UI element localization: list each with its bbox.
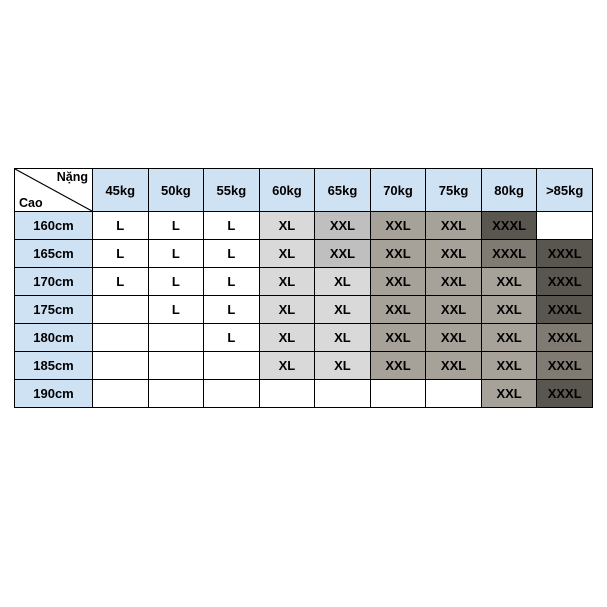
cell-190cm-60kg bbox=[259, 380, 315, 408]
cell-190cm-45kg bbox=[93, 380, 149, 408]
cell-180cm-70kg: XXL bbox=[370, 324, 426, 352]
cell-175cm-45kg bbox=[93, 296, 149, 324]
height-header-165cm: 165cm bbox=[15, 240, 93, 268]
height-header-170cm: 170cm bbox=[15, 268, 93, 296]
weight-header-50kg: 50kg bbox=[148, 169, 204, 212]
cell-165cm-45kg: L bbox=[93, 240, 149, 268]
cell-165cm-50kg: L bbox=[148, 240, 204, 268]
cell-190cm-55kg bbox=[204, 380, 260, 408]
cell-160cm-85kg bbox=[537, 212, 593, 240]
weight-header-70kg: 70kg bbox=[370, 169, 426, 212]
cell-185cm-70kg: XXL bbox=[370, 352, 426, 380]
cell-160cm-75kg: XXL bbox=[426, 212, 482, 240]
cell-180cm-85kg: XXXL bbox=[537, 324, 593, 352]
cell-160cm-80kg: XXXL bbox=[481, 212, 537, 240]
cell-175cm-70kg: XXL bbox=[370, 296, 426, 324]
height-header-180cm: 180cm bbox=[15, 324, 93, 352]
axis-corner-cell bbox=[15, 169, 93, 212]
cell-165cm-85kg: XXXL bbox=[537, 240, 593, 268]
table-row bbox=[15, 380, 593, 408]
cell-160cm-45kg: L bbox=[93, 212, 149, 240]
cell-185cm-85kg: XXXL bbox=[537, 352, 593, 380]
cell-180cm-75kg: XXL bbox=[426, 324, 482, 352]
table-row bbox=[15, 268, 593, 296]
weight-header-65kg: 65kg bbox=[315, 169, 371, 212]
cell-180cm-65kg: XL bbox=[315, 324, 371, 352]
weight-header-45kg: 45kg bbox=[93, 169, 149, 212]
cell-175cm-55kg: L bbox=[204, 296, 260, 324]
cell-190cm-80kg: XXL bbox=[481, 380, 537, 408]
cell-160cm-55kg: L bbox=[204, 212, 260, 240]
cell-160cm-65kg: XXL bbox=[315, 212, 371, 240]
cell-170cm-50kg: L bbox=[148, 268, 204, 296]
height-header-190cm: 190cm bbox=[15, 380, 93, 408]
weight-header-60kg: 60kg bbox=[259, 169, 315, 212]
cell-190cm-65kg bbox=[315, 380, 371, 408]
cell-185cm-45kg bbox=[93, 352, 149, 380]
cell-160cm-50kg: L bbox=[148, 212, 204, 240]
cell-185cm-60kg: XL bbox=[259, 352, 315, 380]
cell-185cm-65kg: XL bbox=[315, 352, 371, 380]
height-axis-label: Cao bbox=[19, 196, 43, 210]
cell-180cm-55kg: L bbox=[204, 324, 260, 352]
cell-170cm-70kg: XXL bbox=[370, 268, 426, 296]
cell-175cm-85kg: XXXL bbox=[537, 296, 593, 324]
cell-175cm-50kg: L bbox=[148, 296, 204, 324]
cell-180cm-45kg bbox=[93, 324, 149, 352]
height-header-160cm: 160cm bbox=[15, 212, 93, 240]
cell-190cm-50kg bbox=[148, 380, 204, 408]
table-row bbox=[15, 212, 593, 240]
height-header-175cm: 175cm bbox=[15, 296, 93, 324]
cell-185cm-55kg bbox=[204, 352, 260, 380]
cell-165cm-75kg: XXL bbox=[426, 240, 482, 268]
cell-190cm-70kg bbox=[370, 380, 426, 408]
cell-175cm-65kg: XL bbox=[315, 296, 371, 324]
cell-185cm-50kg bbox=[148, 352, 204, 380]
cell-170cm-45kg: L bbox=[93, 268, 149, 296]
cell-190cm-85kg: XXXL bbox=[537, 380, 593, 408]
table-row bbox=[15, 324, 593, 352]
cell-170cm-75kg: XXL bbox=[426, 268, 482, 296]
cell-170cm-80kg: XXL bbox=[481, 268, 537, 296]
weight-header-75kg: 75kg bbox=[426, 169, 482, 212]
cell-185cm-80kg: XXL bbox=[481, 352, 537, 380]
cell-190cm-75kg bbox=[426, 380, 482, 408]
cell-185cm-75kg: XXL bbox=[426, 352, 482, 380]
cell-160cm-60kg: XL bbox=[259, 212, 315, 240]
weight-header-85kg: >85kg bbox=[537, 169, 593, 212]
table-row bbox=[15, 296, 593, 324]
size-chart-body bbox=[15, 169, 593, 408]
cell-175cm-75kg: XXL bbox=[426, 296, 482, 324]
cell-165cm-60kg: XL bbox=[259, 240, 315, 268]
cell-160cm-70kg: XXL bbox=[370, 212, 426, 240]
cell-170cm-55kg: L bbox=[204, 268, 260, 296]
size-chart-table bbox=[14, 168, 593, 408]
cell-170cm-65kg: XL bbox=[315, 268, 371, 296]
cell-170cm-85kg: XXXL bbox=[537, 268, 593, 296]
height-header-185cm: 185cm bbox=[15, 352, 93, 380]
cell-180cm-60kg: XL bbox=[259, 324, 315, 352]
weight-axis-label: Nặng bbox=[56, 170, 88, 184]
cell-165cm-80kg: XXXL bbox=[481, 240, 537, 268]
cell-175cm-80kg: XXL bbox=[481, 296, 537, 324]
cell-180cm-50kg bbox=[148, 324, 204, 352]
cell-170cm-60kg: XL bbox=[259, 268, 315, 296]
cell-165cm-70kg: XXL bbox=[370, 240, 426, 268]
weight-header-55kg: 55kg bbox=[204, 169, 260, 212]
weight-header-80kg: 80kg bbox=[481, 169, 537, 212]
cell-165cm-55kg: L bbox=[204, 240, 260, 268]
cell-175cm-60kg: XL bbox=[259, 296, 315, 324]
table-row bbox=[15, 240, 593, 268]
cell-180cm-80kg: XXL bbox=[481, 324, 537, 352]
size-chart-header-row bbox=[15, 169, 593, 212]
size-chart-container bbox=[14, 168, 593, 408]
cell-165cm-65kg: XXL bbox=[315, 240, 371, 268]
table-row bbox=[15, 352, 593, 380]
